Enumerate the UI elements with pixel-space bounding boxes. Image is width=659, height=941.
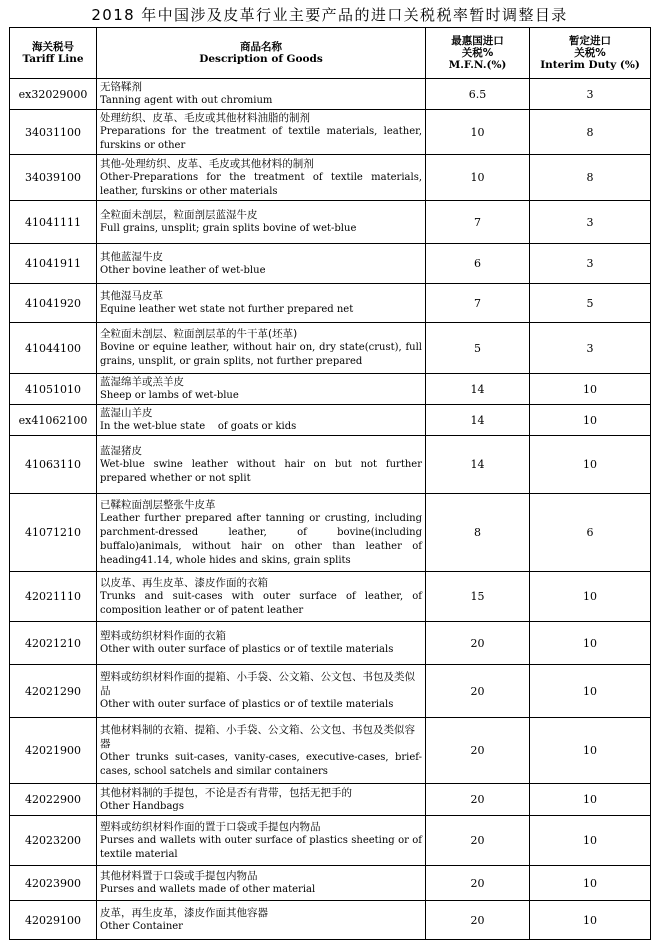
mfn-rate: 14 <box>426 436 530 494</box>
tariff-code: 42021900 <box>10 718 97 784</box>
description-en: Purses and wallets with outer surface of plastics sheeting or of textile material <box>100 834 422 860</box>
description-cn: 全粒面未剖层，粒面剖层蓝湿牛皮 <box>100 209 258 221</box>
table-row <box>10 718 651 784</box>
tariff-code: 42021290 <box>10 665 97 718</box>
mfn-rate: 20 <box>426 718 530 784</box>
interim-rate: 10 <box>530 816 651 866</box>
description-cell <box>97 784 426 816</box>
description-cell <box>97 284 426 323</box>
interim-rate: 10 <box>530 866 651 901</box>
description-cn: 塑料或纺织材料作面的提箱、小手袋、公文箱、公文包、书包及类似品 <box>100 671 415 697</box>
interim-rate: 3 <box>530 201 651 244</box>
header-mfn <box>426 28 530 79</box>
description-en: Other Handbags <box>100 800 184 812</box>
table-row <box>10 374 651 405</box>
table-header-row <box>10 28 651 79</box>
interim-rate: 10 <box>530 572 651 622</box>
description-en: Other bovine leather of wet-blue <box>100 264 266 276</box>
description-cn: 其他材料制的衣箱、提箱、小手袋、公文箱、公文包、书包及类似容器 <box>100 723 415 750</box>
tariff-code: 41051010 <box>10 374 97 405</box>
description-cn: 蓝湿猪皮 <box>100 444 142 457</box>
interim-rate: 10 <box>530 622 651 665</box>
mfn-rate: 5 <box>426 323 530 374</box>
description-en: Other-Preparations for the treatment of textile materials, leather, furskins or other materials <box>100 171 422 197</box>
mfn-rate: 20 <box>426 901 530 940</box>
description-en: Equine leather wet state not further prepared net <box>100 304 354 315</box>
mfn-rate: 6 <box>426 244 530 284</box>
tariff-code: ex41062100 <box>10 405 97 436</box>
description-cn: 其他-处理纺织、皮革、毛皮或其他材料的制剂 <box>100 157 314 170</box>
description-cn: 以皮革、再生皮革、漆皮作面的衣箱 <box>100 576 268 589</box>
table-row <box>10 155 651 201</box>
tariff-code: 42021210 <box>10 622 97 665</box>
header-code-en: Tariff Line <box>22 53 84 65</box>
tariff-code: 34039100 <box>10 155 97 201</box>
description-en: Other with outer surface of plastics or of textile materials <box>100 644 394 655</box>
interim-rate: 10 <box>530 374 651 405</box>
description-cn: 蓝湿山羊皮 <box>100 407 153 419</box>
description-en: In the wet-blue state of goats or kids <box>100 421 297 432</box>
header-interim-cn2: 关税% <box>574 47 606 59</box>
mfn-rate: 20 <box>426 784 530 816</box>
description-cell <box>97 323 426 374</box>
mfn-rate: 6.5 <box>426 79 530 110</box>
table-row <box>10 784 651 816</box>
tariff-code: 42022900 <box>10 784 97 816</box>
description-cell <box>97 572 426 622</box>
table-row <box>10 405 651 436</box>
description-en: Wet-blue swine leather without hair on but not further prepared whether or not split <box>100 458 422 484</box>
mfn-rate: 20 <box>426 622 530 665</box>
tariff-code: 41044100 <box>10 323 97 374</box>
mfn-rate: 20 <box>426 665 530 718</box>
mfn-rate: 14 <box>426 374 530 405</box>
table-row <box>10 665 651 718</box>
interim-rate: 3 <box>530 323 651 374</box>
header-mfn-en: M.F.N.(%) <box>448 59 507 71</box>
description-en: Other Container <box>100 921 183 932</box>
mfn-rate: 8 <box>426 494 530 572</box>
description-cn: 其他蓝湿牛皮 <box>100 250 163 263</box>
tariff-code: 41041111 <box>10 201 97 244</box>
description-cell <box>97 110 426 155</box>
description-cn: 无铬鞣剂 <box>100 81 142 93</box>
description-cn: 皮革，再生皮革，漆皮作面其他容器 <box>100 907 268 919</box>
tariff-code: 41041920 <box>10 284 97 323</box>
description-cell <box>97 718 426 784</box>
description-cn: 其他湿马皮革 <box>100 290 163 302</box>
table-row <box>10 494 651 572</box>
description-cn: 其他材料制的手提包，不论是否有背带，包括无把手的 <box>100 786 352 799</box>
description-en: Other trunks suit-cases, vanity-cases, executive-cases, brief-cases, school satchels and similar containers <box>100 751 422 777</box>
description-en: Purses and wallets made of other material <box>100 884 316 895</box>
tariff-code: 34031100 <box>10 110 97 155</box>
description-cell <box>97 79 426 110</box>
tariff-code: ex32029000 <box>10 79 97 110</box>
table-row <box>10 816 651 866</box>
header-interim-cn1: 暂定进口 <box>569 35 611 47</box>
interim-rate: 10 <box>530 665 651 718</box>
description-cell <box>97 201 426 244</box>
description-cell <box>97 374 426 405</box>
description-en: Full grains, unsplit; grain splits bovine of wet-blue <box>100 223 357 234</box>
header-mfn-cn1: 最惠国进口 <box>451 35 504 47</box>
mfn-rate: 10 <box>426 110 530 155</box>
mfn-rate: 7 <box>426 284 530 323</box>
tariff-code: 42023200 <box>10 816 97 866</box>
table-row <box>10 866 651 901</box>
table-row <box>10 284 651 323</box>
description-cell <box>97 866 426 901</box>
table-row <box>10 110 651 155</box>
description-cn: 处理纺织、皮革、毛皮或其他材料油脂的制剂 <box>100 112 310 124</box>
table-row <box>10 323 651 374</box>
interim-rate: 3 <box>530 79 651 110</box>
header-mfn-cn2: 关税% <box>461 47 494 59</box>
header-desc-en: Description of Goods <box>199 53 323 65</box>
header-tariff-line <box>10 28 97 79</box>
description-en: Other with outer surface of plastics or of textile materials <box>100 699 394 710</box>
description-cell <box>97 494 426 572</box>
interim-rate: 10 <box>530 718 651 784</box>
interim-rate: 10 <box>530 901 651 940</box>
description-cell <box>97 901 426 940</box>
table-row <box>10 244 651 284</box>
interim-rate: 10 <box>530 784 651 816</box>
tariff-code: 42021110 <box>10 572 97 622</box>
mfn-rate: 14 <box>426 405 530 436</box>
mfn-rate: 20 <box>426 866 530 901</box>
interim-rate: 8 <box>530 110 651 155</box>
description-en: Tanning agent with out chromium <box>100 95 273 106</box>
interim-rate: 10 <box>530 436 651 494</box>
tariff-code: 41041911 <box>10 244 97 284</box>
interim-rate: 5 <box>530 284 651 323</box>
description-cell <box>97 405 426 436</box>
description-en: Trunks and suit-cases with outer surface of leather, of composition leather or of patent leather <box>100 590 422 616</box>
interim-rate: 3 <box>530 244 651 284</box>
description-cell <box>97 665 426 718</box>
description-cell <box>97 436 426 494</box>
description-cn: 全粒面未剖层、粒面剖层革的牛干革(坯革) <box>100 328 298 340</box>
header-interim-en: Interim Duty (%) <box>540 59 640 71</box>
description-cell <box>97 816 426 866</box>
description-en: Sheep or lambs of wet-blue <box>100 390 239 401</box>
mfn-rate: 15 <box>426 572 530 622</box>
header-interim <box>530 28 651 79</box>
table-row <box>10 79 651 110</box>
table-row <box>10 201 651 244</box>
header-description <box>97 28 426 79</box>
table-row <box>10 436 651 494</box>
tariff-code: 41063110 <box>10 436 97 494</box>
tariff-table <box>9 27 651 940</box>
header-code-cn: 海关税号 <box>32 41 74 53</box>
mfn-rate: 7 <box>426 201 530 244</box>
description-en: Bovine or equine leather, without hair on, dry state(crust), full grains, unsplit, or grain splits, not further prepared <box>100 342 422 367</box>
description-cn: 其他材料置于口袋或手提包内物品 <box>100 870 258 882</box>
description-cn: 蓝湿绵羊或羔羊皮 <box>100 376 184 388</box>
description-cell <box>97 622 426 665</box>
tariff-code: 41071210 <box>10 494 97 572</box>
tariff-code: 42023900 <box>10 866 97 901</box>
header-desc-cn: 商品名称 <box>240 41 282 53</box>
description-cell <box>97 155 426 201</box>
description-en: Preparations for the treatment of textile materials, leather, furskins or other <box>100 126 422 151</box>
description-cn: 塑料或纺织材料作面的衣箱 <box>100 630 226 642</box>
mfn-rate: 20 <box>426 816 530 866</box>
page-title: 2018 年中国涉及皮革行业主要产品的进口关税税率暂时调整目录 <box>91 6 568 24</box>
interim-rate: 6 <box>530 494 651 572</box>
tariff-code: 42029100 <box>10 901 97 940</box>
table-row <box>10 901 651 940</box>
description-cn: 已鞣粒面剖层整张牛皮革 <box>100 498 216 511</box>
description-en: Leather further prepared after tanning or crusting, including parchment-dressed leather, of bovine(including buffalo)animals, without hair on other than leather of heading41.14, whole hides and skins, grain splits <box>100 512 422 566</box>
table-row <box>10 572 651 622</box>
interim-rate: 10 <box>530 405 651 436</box>
interim-rate: 8 <box>530 155 651 201</box>
table-row <box>10 622 651 665</box>
mfn-rate: 10 <box>426 155 530 201</box>
description-cn: 塑料或纺织材料作面的置于口袋或手提包内物品 <box>100 820 321 833</box>
description-cell <box>97 244 426 284</box>
